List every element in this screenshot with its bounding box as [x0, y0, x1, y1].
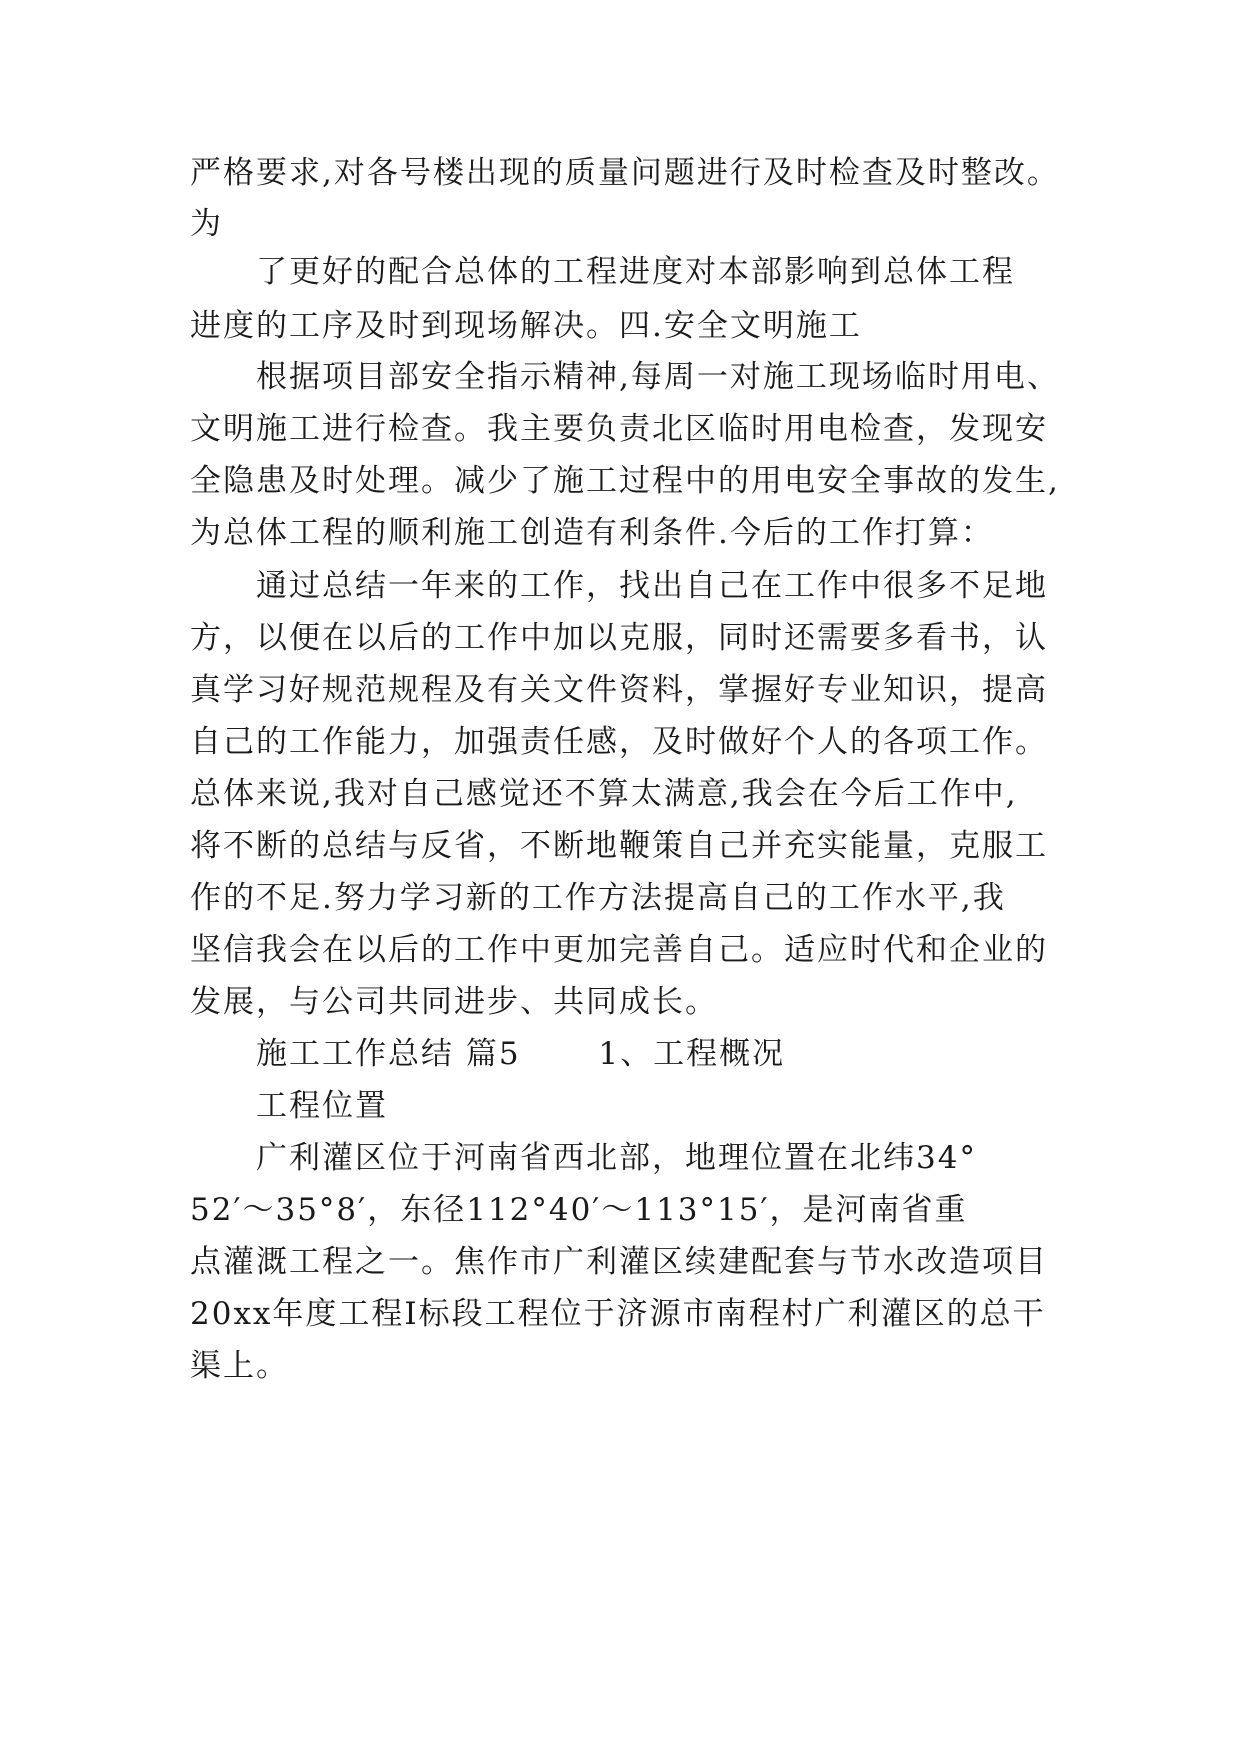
- text-line: 方，以便在以后的工作中加以克服，同时还需要多看书，认: [190, 620, 1048, 656]
- text-line: 了更好的配合总体的工程进度对本部影响到总体工程: [190, 254, 1015, 290]
- text-line: 为总体工程的顺利施工创造有利条件.今后的工作打算：: [190, 515, 994, 551]
- text-line: 将不断的总结与反省，不断地鞭策自己并充实能量，克服工: [190, 828, 1048, 864]
- text-line: 总体来说,我对自己感觉还不算太满意,我会在今后工作中,: [190, 776, 1018, 812]
- text-line: 点灌溉工程之一。焦作市广利灌区续建配套与节水改造项目: [190, 1244, 1048, 1280]
- subsection-heading: 工程位置: [190, 1088, 388, 1124]
- text-line: 广利灌区位于河南省西北部，地理位置在北纬34°: [190, 1140, 977, 1176]
- text-line: 发展，与公司共同进步、共同成长。: [190, 984, 718, 1020]
- text-line: 坚信我会在以后的工作中更加完善自己。适应时代和企业的: [190, 932, 1048, 968]
- text-line: 作的不足.努力学习新的工作方法提高自己的工作水平,我: [190, 880, 1006, 916]
- text-line: 进度的工序及时到现场解决。四.安全文明施工: [190, 308, 862, 344]
- section-heading: 施工工作总结 篇5 1、工程概况: [190, 1036, 786, 1072]
- text-line: 52′～35°8′，东径112°40′～113°15′，是河南省重: [190, 1192, 968, 1228]
- text-line: 根据项目部安全指示精神,每周一对施工现场临时用电、: [190, 359, 1060, 395]
- text-line: 为: [190, 206, 223, 242]
- text-line: 全隐患及时处理。减少了施工过程中的用电安全事故的发生,: [190, 463, 1060, 499]
- text-line: 通过总结一年来的工作，找出自己在工作中很多不足地: [190, 568, 1048, 604]
- text-line: 文明施工进行检查。我主要负责北区临时用电检查，发现安: [190, 411, 1048, 447]
- text-line: 渠上。: [190, 1348, 289, 1384]
- text-line: 20xx年度工程Ⅰ标段工程位于济源市南程村广利灌区的总干: [190, 1296, 1046, 1332]
- text-line: 真学习好规范规程及有关文件资料，掌握好专业知识，提高: [190, 672, 1048, 708]
- text-line: 严格要求,对各号楼出现的质量问题进行及时检查及时整改。: [190, 155, 1060, 191]
- text-line: 自己的工作能力，加强责任感，及时做好个人的各项工作。: [190, 724, 1048, 760]
